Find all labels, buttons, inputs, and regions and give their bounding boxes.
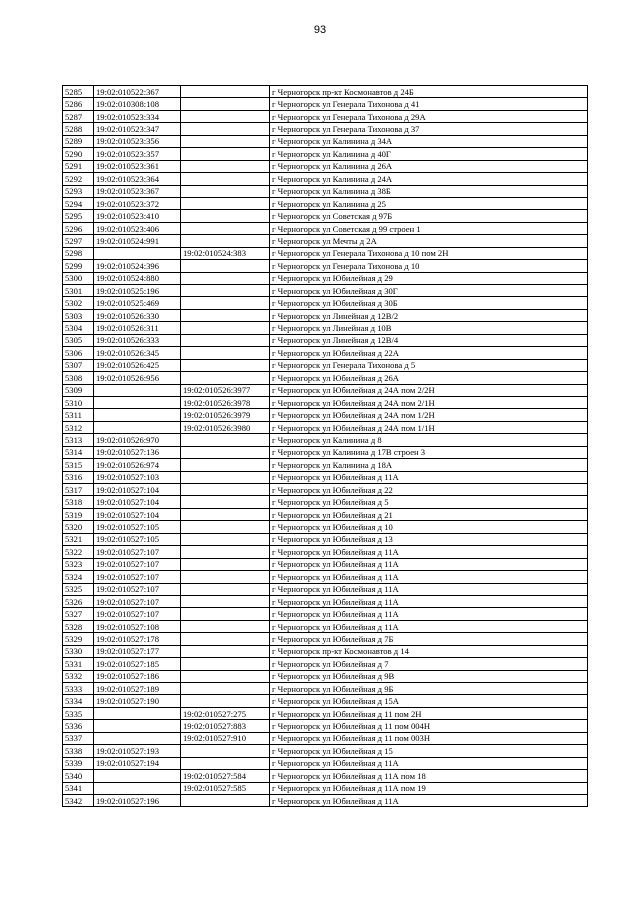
premises-cadastral-number-cell: 19:02:010527:585 <box>181 782 270 794</box>
premises-cadastral-number-cell <box>181 434 270 446</box>
premises-cadastral-number-cell <box>181 297 270 309</box>
address-cell: г Черногорск ул Генерала Тихонова д 10 <box>270 260 588 272</box>
row-number-cell: 5300 <box>63 272 94 284</box>
row-number-cell: 5298 <box>63 247 94 259</box>
address-cell: г Черногорск ул Юбилейная д 11 пом 004Н <box>270 720 588 732</box>
land-cadastral-number-cell: 19:02:010527:136 <box>94 446 181 458</box>
land-cadastral-number-cell <box>94 782 181 794</box>
table-row <box>63 260 588 272</box>
land-cadastral-number-cell: 19:02:010527:104 <box>94 484 181 496</box>
land-cadastral-number-cell <box>94 707 181 719</box>
premises-cadastral-number-cell: 19:02:010527:883 <box>181 720 270 732</box>
premises-cadastral-number-cell <box>181 86 270 98</box>
land-cadastral-number-cell: 19:02:010527:189 <box>94 683 181 695</box>
table-row <box>63 98 588 110</box>
table-row <box>63 272 588 284</box>
address-cell: г Черногорск ул Юбилейная д 7Б <box>270 633 588 645</box>
premises-cadastral-number-cell <box>181 110 270 122</box>
premises-cadastral-number-cell <box>181 334 270 346</box>
row-number-cell: 5319 <box>63 508 94 520</box>
premises-cadastral-number-cell <box>181 496 270 508</box>
table-row <box>63 496 588 508</box>
address-cell: г Черногорск ул Юбилейная д 11А пом 18 <box>270 770 588 782</box>
address-cell: г Черногорск ул Юбилейная д 11А <box>270 571 588 583</box>
premises-cadastral-number-cell <box>181 583 270 595</box>
row-number-cell: 5340 <box>63 770 94 782</box>
address-cell: г Черногорск ул Юбилейная д 24А пом 1/1Н <box>270 421 588 433</box>
row-number-cell: 5306 <box>63 347 94 359</box>
land-cadastral-number-cell: 19:02:010526:970 <box>94 434 181 446</box>
table-row <box>63 86 588 98</box>
row-number-cell: 5339 <box>63 757 94 769</box>
address-cell: г Черногорск ул Юбилейная д 10 <box>270 521 588 533</box>
row-number-cell: 5308 <box>63 372 94 384</box>
address-cell: г Черногорск ул Юбилейная д 11А <box>270 546 588 558</box>
premises-cadastral-number-cell <box>181 633 270 645</box>
table-row <box>63 123 588 135</box>
row-number-cell: 5321 <box>63 533 94 545</box>
table-row <box>63 508 588 520</box>
table-row <box>63 347 588 359</box>
address-cell: г Черногорск ул Юбилейная д 15А <box>270 695 588 707</box>
land-cadastral-number-cell: 19:02:010527:103 <box>94 471 181 483</box>
land-cadastral-number-cell <box>94 396 181 408</box>
table-row <box>63 197 588 209</box>
land-cadastral-number-cell: 19:02:010525:196 <box>94 285 181 297</box>
land-cadastral-number-cell: 19:02:010527:185 <box>94 658 181 670</box>
address-cell: г Черногорск ул Юбилейная д 11 пом 2Н <box>270 707 588 719</box>
land-cadastral-number-cell: 19:02:010527:107 <box>94 608 181 620</box>
table-row <box>63 583 588 595</box>
row-number-cell: 5314 <box>63 446 94 458</box>
address-cell: г Черногорск ул Юбилейная д 11А <box>270 558 588 570</box>
land-cadastral-number-cell: 19:02:010527:105 <box>94 521 181 533</box>
address-cell: г Черногорск ул Генерала Тихонова д 10 пом 2Н <box>270 247 588 259</box>
table-row <box>63 683 588 695</box>
address-cell: г Черногорск ул Юбилейная д 11А <box>270 471 588 483</box>
premises-cadastral-number-cell <box>181 148 270 160</box>
premises-cadastral-number-cell <box>181 260 270 272</box>
premises-cadastral-number-cell <box>181 446 270 458</box>
premises-cadastral-number-cell <box>181 508 270 520</box>
land-cadastral-number-cell: 19:02:010524:396 <box>94 260 181 272</box>
address-cell: г Черногорск ул Генерала Тихонова д 29А <box>270 110 588 122</box>
premises-cadastral-number-cell <box>181 135 270 147</box>
land-cadastral-number-cell: 19:02:010523:410 <box>94 210 181 222</box>
table-row <box>63 484 588 496</box>
address-cell: г Черногорск ул Советская д 99 строен 1 <box>270 222 588 234</box>
address-cell: г Черногорск ул Советская д 97Б <box>270 210 588 222</box>
table-row <box>63 595 588 607</box>
land-cadastral-number-cell: 19:02:010524:991 <box>94 235 181 247</box>
premises-cadastral-number-cell <box>181 272 270 284</box>
address-cell: г Черногорск ул Юбилейная д 11А <box>270 608 588 620</box>
premises-cadastral-number-cell <box>181 123 270 135</box>
address-cell: г Черногорск ул Юбилейная д 11А <box>270 595 588 607</box>
row-number-cell: 5287 <box>63 110 94 122</box>
land-cadastral-number-cell: 19:02:010523:367 <box>94 185 181 197</box>
row-number-cell: 5337 <box>63 732 94 744</box>
land-cadastral-number-cell: 19:02:010525:469 <box>94 297 181 309</box>
premises-cadastral-number-cell <box>181 757 270 769</box>
row-number-cell: 5312 <box>63 421 94 433</box>
premises-cadastral-number-cell: 19:02:010527:910 <box>181 732 270 744</box>
address-cell: г Черногорск ул Юбилейная д 30Б <box>270 297 588 309</box>
land-cadastral-number-cell: 19:02:010527:196 <box>94 794 181 806</box>
row-number-cell: 5322 <box>63 546 94 558</box>
land-cadastral-number-cell: 19:02:010523:347 <box>94 123 181 135</box>
land-cadastral-number-cell: 19:02:010526:333 <box>94 334 181 346</box>
table-row <box>63 757 588 769</box>
table-row <box>63 707 588 719</box>
address-cell: г Черногорск ул Генерала Тихонова д 37 <box>270 123 588 135</box>
address-cell: г Черногорск ул Юбилейная д 26А <box>270 372 588 384</box>
land-cadastral-number-cell: 19:02:010526:345 <box>94 347 181 359</box>
premises-cadastral-number-cell <box>181 222 270 234</box>
table-row <box>63 384 588 396</box>
premises-cadastral-number-cell <box>181 210 270 222</box>
land-cadastral-number-cell: 19:02:010527:105 <box>94 533 181 545</box>
row-number-cell: 5293 <box>63 185 94 197</box>
premises-cadastral-number-cell <box>181 98 270 110</box>
row-number-cell: 5301 <box>63 285 94 297</box>
table-row <box>63 695 588 707</box>
row-number-cell: 5286 <box>63 98 94 110</box>
address-cell: г Черногорск ул Мечты д 2А <box>270 235 588 247</box>
row-number-cell: 5304 <box>63 322 94 334</box>
land-cadastral-number-cell: 19:02:010526:330 <box>94 309 181 321</box>
row-number-cell: 5311 <box>63 409 94 421</box>
address-cell: г Черногорск ул Юбилейная д 22А <box>270 347 588 359</box>
table-row <box>63 396 588 408</box>
row-number-cell: 5290 <box>63 148 94 160</box>
table-row <box>63 645 588 657</box>
address-cell: г Черногорск ул Калинина д 24А <box>270 173 588 185</box>
row-number-cell: 5338 <box>63 745 94 757</box>
address-cell: г Черногорск ул Калинина д 8 <box>270 434 588 446</box>
row-number-cell: 5302 <box>63 297 94 309</box>
table-row <box>63 247 588 259</box>
land-cadastral-number-cell: 19:02:010527:107 <box>94 595 181 607</box>
row-number-cell: 5333 <box>63 683 94 695</box>
premises-cadastral-number-cell <box>181 235 270 247</box>
table-row <box>63 409 588 421</box>
table-row <box>63 745 588 757</box>
land-cadastral-number-cell: 19:02:010527:108 <box>94 620 181 632</box>
land-cadastral-number-cell <box>94 421 181 433</box>
premises-cadastral-number-cell <box>181 546 270 558</box>
address-cell: г Черногорск ул Юбилейная д 5 <box>270 496 588 508</box>
table-row <box>63 670 588 682</box>
row-number-cell: 5329 <box>63 633 94 645</box>
premises-cadastral-number-cell <box>181 359 270 371</box>
table-row <box>63 434 588 446</box>
premises-cadastral-number-cell <box>181 372 270 384</box>
address-cell: г Черногорск ул Юбилейная д 30Г <box>270 285 588 297</box>
row-number-cell: 5294 <box>63 197 94 209</box>
table-row <box>63 160 588 172</box>
table-row <box>63 732 588 744</box>
land-cadastral-number-cell: 19:02:010527:186 <box>94 670 181 682</box>
land-cadastral-number-cell: 19:02:010527:107 <box>94 571 181 583</box>
address-cell: г Черногорск ул Юбилейная д 29 <box>270 272 588 284</box>
table-row <box>63 359 588 371</box>
land-cadastral-number-cell: 19:02:010527:194 <box>94 757 181 769</box>
row-number-cell: 5318 <box>63 496 94 508</box>
land-cadastral-number-cell <box>94 720 181 732</box>
row-number-cell: 5317 <box>63 484 94 496</box>
land-cadastral-number-cell: 19:02:010527:178 <box>94 633 181 645</box>
table-row <box>63 322 588 334</box>
address-cell: г Черногорск ул Юбилейная д 9Б <box>270 683 588 695</box>
row-number-cell: 5335 <box>63 707 94 719</box>
table-row <box>63 148 588 160</box>
table-row <box>63 471 588 483</box>
row-number-cell: 5326 <box>63 595 94 607</box>
table-row <box>63 608 588 620</box>
address-cell: г Черногорск ул Юбилейная д 24А пом 2/2Н <box>270 384 588 396</box>
table-row <box>63 421 588 433</box>
table-row <box>63 309 588 321</box>
premises-cadastral-number-cell <box>181 173 270 185</box>
land-cadastral-number-cell: 19:02:010527:107 <box>94 546 181 558</box>
land-cadastral-number-cell <box>94 732 181 744</box>
row-number-cell: 5299 <box>63 260 94 272</box>
row-number-cell: 5328 <box>63 620 94 632</box>
land-cadastral-number-cell: 19:02:010523:364 <box>94 173 181 185</box>
row-number-cell: 5310 <box>63 396 94 408</box>
table-row <box>63 633 588 645</box>
table-row <box>63 571 588 583</box>
row-number-cell: 5292 <box>63 173 94 185</box>
land-cadastral-number-cell: 19:02:010527:107 <box>94 583 181 595</box>
land-cadastral-number-cell <box>94 384 181 396</box>
premises-cadastral-number-cell: 19:02:010526:3979 <box>181 409 270 421</box>
row-number-cell: 5291 <box>63 160 94 172</box>
land-cadastral-number-cell: 19:02:010308:108 <box>94 98 181 110</box>
land-cadastral-number-cell: 19:02:010523:357 <box>94 148 181 160</box>
table-row <box>63 533 588 545</box>
table-row <box>63 297 588 309</box>
premises-cadastral-number-cell <box>181 620 270 632</box>
premises-cadastral-number-cell <box>181 558 270 570</box>
address-cell: г Черногорск ул Калинина д 26А <box>270 160 588 172</box>
row-number-cell: 5332 <box>63 670 94 682</box>
address-cell: г Черногорск ул Линейная д 10В <box>270 322 588 334</box>
premises-cadastral-number-cell <box>181 670 270 682</box>
table-row <box>63 173 588 185</box>
table-row <box>63 658 588 670</box>
row-number-cell: 5289 <box>63 135 94 147</box>
premises-cadastral-number-cell <box>181 160 270 172</box>
address-cell: г Черногорск ул Юбилейная д 9В <box>270 670 588 682</box>
land-cadastral-number-cell: 19:02:010524:880 <box>94 272 181 284</box>
table-row <box>63 210 588 222</box>
row-number-cell: 5295 <box>63 210 94 222</box>
row-number-cell: 5330 <box>63 645 94 657</box>
premises-cadastral-number-cell <box>181 658 270 670</box>
table-row <box>63 521 588 533</box>
registry-table-body <box>63 86 588 807</box>
address-cell: г Черногорск ул Юбилейная д 22 <box>270 484 588 496</box>
premises-cadastral-number-cell <box>181 185 270 197</box>
table-row <box>63 110 588 122</box>
address-cell: г Черногорск ул Калинина д 18А <box>270 459 588 471</box>
row-number-cell: 5296 <box>63 222 94 234</box>
page-number: 93 <box>313 24 327 36</box>
premises-cadastral-number-cell: 19:02:010526:3978 <box>181 396 270 408</box>
row-number-cell: 5309 <box>63 384 94 396</box>
premises-cadastral-number-cell <box>181 533 270 545</box>
land-cadastral-number-cell: 19:02:010526:311 <box>94 322 181 334</box>
row-number-cell: 5334 <box>63 695 94 707</box>
premises-cadastral-number-cell <box>181 484 270 496</box>
table-row <box>63 372 588 384</box>
address-cell: г Черногорск ул Калинина д 40Г <box>270 148 588 160</box>
row-number-cell: 5303 <box>63 309 94 321</box>
table-row <box>63 558 588 570</box>
land-cadastral-number-cell: 19:02:010523:361 <box>94 160 181 172</box>
premises-cadastral-number-cell: 19:02:010526:3977 <box>181 384 270 396</box>
address-cell: г Черногорск ул Юбилейная д 24А пом 1/2Н <box>270 409 588 421</box>
address-cell: г Черногорск пр-кт Космонавтов д 14 <box>270 645 588 657</box>
table-row <box>63 459 588 471</box>
premises-cadastral-number-cell <box>181 595 270 607</box>
address-cell: г Черногорск ул Юбилейная д 11А пом 19 <box>270 782 588 794</box>
table-row <box>63 720 588 732</box>
land-cadastral-number-cell: 19:02:010527:104 <box>94 508 181 520</box>
row-number-cell: 5315 <box>63 459 94 471</box>
land-cadastral-number-cell: 19:02:010526:974 <box>94 459 181 471</box>
table-row <box>63 135 588 147</box>
premises-cadastral-number-cell <box>181 608 270 620</box>
land-cadastral-number-cell <box>94 409 181 421</box>
table-row <box>63 222 588 234</box>
address-cell: г Черногорск ул Калинина д 38Б <box>270 185 588 197</box>
premises-cadastral-number-cell: 19:02:010526:3980 <box>181 421 270 433</box>
row-number-cell: 5323 <box>63 558 94 570</box>
row-number-cell: 5313 <box>63 434 94 446</box>
table-row <box>63 782 588 794</box>
land-cadastral-number-cell <box>94 247 181 259</box>
land-cadastral-number-cell: 19:02:010527:190 <box>94 695 181 707</box>
row-number-cell: 5336 <box>63 720 94 732</box>
premises-cadastral-number-cell <box>181 197 270 209</box>
row-number-cell: 5305 <box>63 334 94 346</box>
premises-cadastral-number-cell <box>181 521 270 533</box>
premises-cadastral-number-cell: 19:02:010527:584 <box>181 770 270 782</box>
premises-cadastral-number-cell <box>181 471 270 483</box>
address-cell: г Черногорск ул Юбилейная д 7 <box>270 658 588 670</box>
address-cell: г Черногорск ул Юбилейная д 11А <box>270 794 588 806</box>
premises-cadastral-number-cell <box>181 645 270 657</box>
land-cadastral-number-cell: 19:02:010523:356 <box>94 135 181 147</box>
premises-cadastral-number-cell: 19:02:010527:275 <box>181 707 270 719</box>
premises-cadastral-number-cell <box>181 745 270 757</box>
land-cadastral-number-cell <box>94 770 181 782</box>
address-cell: г Черногорск ул Юбилейная д 13 <box>270 533 588 545</box>
premises-cadastral-number-cell <box>181 347 270 359</box>
premises-cadastral-number-cell <box>181 322 270 334</box>
table-row <box>63 334 588 346</box>
address-cell: г Черногорск ул Юбилейная д 11А <box>270 583 588 595</box>
premises-cadastral-number-cell <box>181 309 270 321</box>
row-number-cell: 5341 <box>63 782 94 794</box>
address-cell: г Черногорск ул Калинина д 17В строен 3 <box>270 446 588 458</box>
table-row <box>63 285 588 297</box>
table-row <box>63 185 588 197</box>
address-cell: г Черногорск ул Юбилейная д 15 <box>270 745 588 757</box>
table-row <box>63 770 588 782</box>
address-cell: г Черногорск ул Калинина д 25 <box>270 197 588 209</box>
row-number-cell: 5320 <box>63 521 94 533</box>
address-cell: г Черногорск ул Юбилейная д 11А <box>270 620 588 632</box>
table-row <box>63 546 588 558</box>
premises-cadastral-number-cell <box>181 285 270 297</box>
land-cadastral-number-cell: 19:02:010527:177 <box>94 645 181 657</box>
land-cadastral-number-cell: 19:02:010523:372 <box>94 197 181 209</box>
land-cadastral-number-cell: 19:02:010527:104 <box>94 496 181 508</box>
land-cadastral-number-cell: 19:02:010523:334 <box>94 110 181 122</box>
address-cell: г Черногорск ул Юбилейная д 11 пом 003Н <box>270 732 588 744</box>
land-cadastral-number-cell: 19:02:010527:193 <box>94 745 181 757</box>
row-number-cell: 5331 <box>63 658 94 670</box>
address-cell: г Черногорск ул Юбилейная д 21 <box>270 508 588 520</box>
table-row <box>63 620 588 632</box>
row-number-cell: 5285 <box>63 86 94 98</box>
row-number-cell: 5342 <box>63 794 94 806</box>
premises-cadastral-number-cell <box>181 571 270 583</box>
address-cell: г Черногорск пр-кт Космонавтов д 24Б <box>270 86 588 98</box>
address-cell: г Черногорск ул Линейная д 12В/2 <box>270 309 588 321</box>
address-cell: г Черногорск ул Юбилейная д 11А <box>270 757 588 769</box>
registry-table <box>62 85 588 807</box>
address-cell: г Черногорск ул Генерала Тихонова д 41 <box>270 98 588 110</box>
premises-cadastral-number-cell <box>181 683 270 695</box>
row-number-cell: 5324 <box>63 571 94 583</box>
land-cadastral-number-cell: 19:02:010526:425 <box>94 359 181 371</box>
land-cadastral-number-cell: 19:02:010526:956 <box>94 372 181 384</box>
premises-cadastral-number-cell <box>181 695 270 707</box>
table-row <box>63 794 588 806</box>
address-cell: г Черногорск ул Генерала Тихонова д 5 <box>270 359 588 371</box>
row-number-cell: 5307 <box>63 359 94 371</box>
land-cadastral-number-cell: 19:02:010522:367 <box>94 86 181 98</box>
premises-cadastral-number-cell <box>181 794 270 806</box>
land-cadastral-number-cell: 19:02:010527:107 <box>94 558 181 570</box>
row-number-cell: 5316 <box>63 471 94 483</box>
row-number-cell: 5288 <box>63 123 94 135</box>
address-cell: г Черногорск ул Юбилейная д 24А пом 2/1Н <box>270 396 588 408</box>
address-cell: г Черногорск ул Линейная д 12В/4 <box>270 334 588 346</box>
address-cell: г Черногорск ул Калинина д 34А <box>270 135 588 147</box>
table-row <box>63 235 588 247</box>
table-row <box>63 446 588 458</box>
row-number-cell: 5327 <box>63 608 94 620</box>
land-cadastral-number-cell: 19:02:010523:406 <box>94 222 181 234</box>
premises-cadastral-number-cell <box>181 459 270 471</box>
row-number-cell: 5297 <box>63 235 94 247</box>
premises-cadastral-number-cell: 19:02:010524:383 <box>181 247 270 259</box>
row-number-cell: 5325 <box>63 583 94 595</box>
